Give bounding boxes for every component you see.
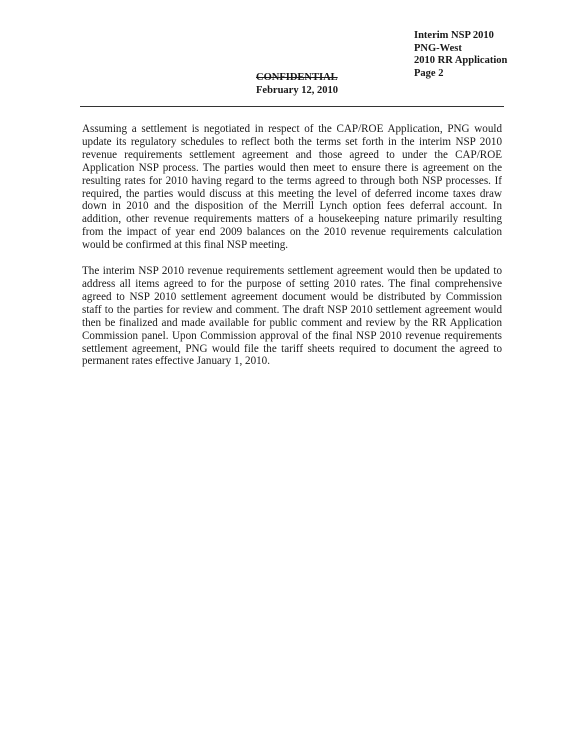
paragraph-2: The interim NSP 2010 revenue requirements settlement agreement would then be updated to address all items agreed to for the purpose of setting 2010 rates. The final comprehensive agreed to NSP 2010 settlement agreement document would be distributed by Commission staff to the parties for review and comment. The draft NSP 2010 settlement agreement would then be finalized and made available for public comment and review by the RR Application Commission panel. Upon Commission approval of the final NSP 2010 revenue requirements settlement agreement, PNG would file the tariff sheets required to document the agreed to permanent rates effective January 1, 2010. xyxy=(82,265,502,368)
confidential-label: CONFIDENTIAL xyxy=(256,72,338,83)
header-company: PNG-West xyxy=(414,42,462,54)
paragraph-1: Assuming a settlement is negotiated in respect of the CAP/ROE Application, PNG would update its regulatory schedules to reflect both the terms set forth in the interim NSP 2010 revenue requirements settlement agreement and those agreed to under the CAP/ROE Application NSP process. The parties would then meet to ensure there is agreement on the resulting rates for 2010 having regard to the terms agreed to through both NSP processes. If required, the parties would discuss at this meeting the level of deferred income taxes draw down in 2010 and the disposition of the Merrill Lynch option fees deferral account. In addition, other revenue requirements matters of a housekeeping nature primarily resulting from the impact of year end 2009 balances on the 2010 revenue requirements calculation would be confirmed at this final NSP meeting. xyxy=(82,123,502,252)
header-title: Interim NSP 2010 xyxy=(414,30,494,41)
document-date: February 12, 2010 xyxy=(256,84,338,96)
document-body xyxy=(82,123,502,381)
header-application: 2010 RR Application xyxy=(414,55,508,66)
document-header xyxy=(414,30,507,80)
header-divider xyxy=(80,106,504,107)
confidential-block xyxy=(256,72,338,97)
page-number: Page 2 xyxy=(414,67,444,79)
